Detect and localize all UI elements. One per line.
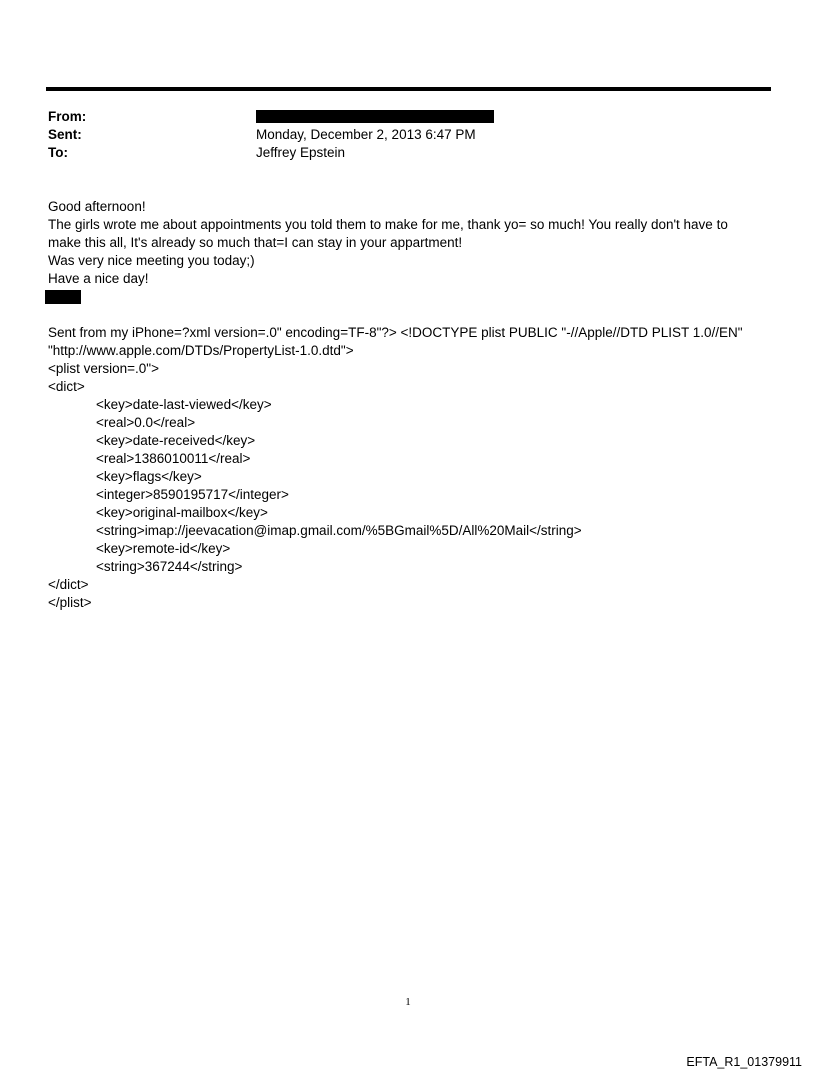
body-line: make this all, It's already so much that=I can stay in your appartment! xyxy=(48,235,463,250)
plist-entry: <key>date-last-viewed</key> xyxy=(96,397,272,412)
to-label: To: xyxy=(48,145,68,160)
email-body xyxy=(48,198,778,304)
sent-value: Monday, December 2, 2013 6:47 PM xyxy=(256,127,476,142)
plist-entry: <key>original-mailbox</key> xyxy=(96,505,268,520)
plist-block xyxy=(48,324,788,612)
redaction-box-from xyxy=(256,110,494,123)
from-row xyxy=(48,108,768,126)
plist-dict-close: </dict> xyxy=(48,577,89,592)
page-number: 1 xyxy=(405,996,411,1008)
header-rule xyxy=(46,87,771,91)
plist-entry: <integer>8590195717</integer> xyxy=(96,487,289,502)
plist-line: Sent from my iPhone=?xml version=.0" encoding=TF-8"?> <!DOCTYPE plist PUBLIC "-//Apple//DTD PLIST 1.0//EN" xyxy=(48,325,743,340)
document-id: EFTA_R1_01379911 xyxy=(686,1055,802,1069)
plist-dict-open: <dict> xyxy=(48,379,85,394)
plist-line: "http://www.apple.com/DTDs/PropertyList-1.0.dtd"> xyxy=(48,343,354,358)
sent-label: Sent: xyxy=(48,127,82,142)
body-line: Have a nice day! xyxy=(48,271,149,286)
to-value: Jeffrey Epstein xyxy=(256,145,346,160)
to-row xyxy=(48,144,768,162)
from-label: From: xyxy=(48,109,87,124)
plist-entry: <string>367244</string> xyxy=(96,559,243,574)
plist-entry: <key>remote-id</key> xyxy=(96,541,231,556)
plist-close: </plist> xyxy=(48,595,92,610)
sent-row xyxy=(48,126,768,144)
body-line: Was very nice meeting you today;) xyxy=(48,253,255,268)
plist-line: <plist version=.0"> xyxy=(48,361,159,376)
plist-entry: <real>0.0</real> xyxy=(96,415,196,430)
email-header xyxy=(48,108,768,162)
plist-entry: <real>1386010011</real> xyxy=(96,451,251,466)
plist-entry: <key>flags</key> xyxy=(96,469,202,484)
body-greeting: Good afternoon! xyxy=(48,199,146,214)
plist-entry: <string>imap://jeevacation@imap.gmail.com/%5BGmail%5D/All%20Mail</string> xyxy=(96,523,582,538)
body-line: The girls wrote me about appointments you told them to make for me, thank yo= so much! You really don't have to xyxy=(48,217,728,232)
plist-entry: <key>date-received</key> xyxy=(96,433,256,448)
redaction-box-signature xyxy=(45,290,81,304)
